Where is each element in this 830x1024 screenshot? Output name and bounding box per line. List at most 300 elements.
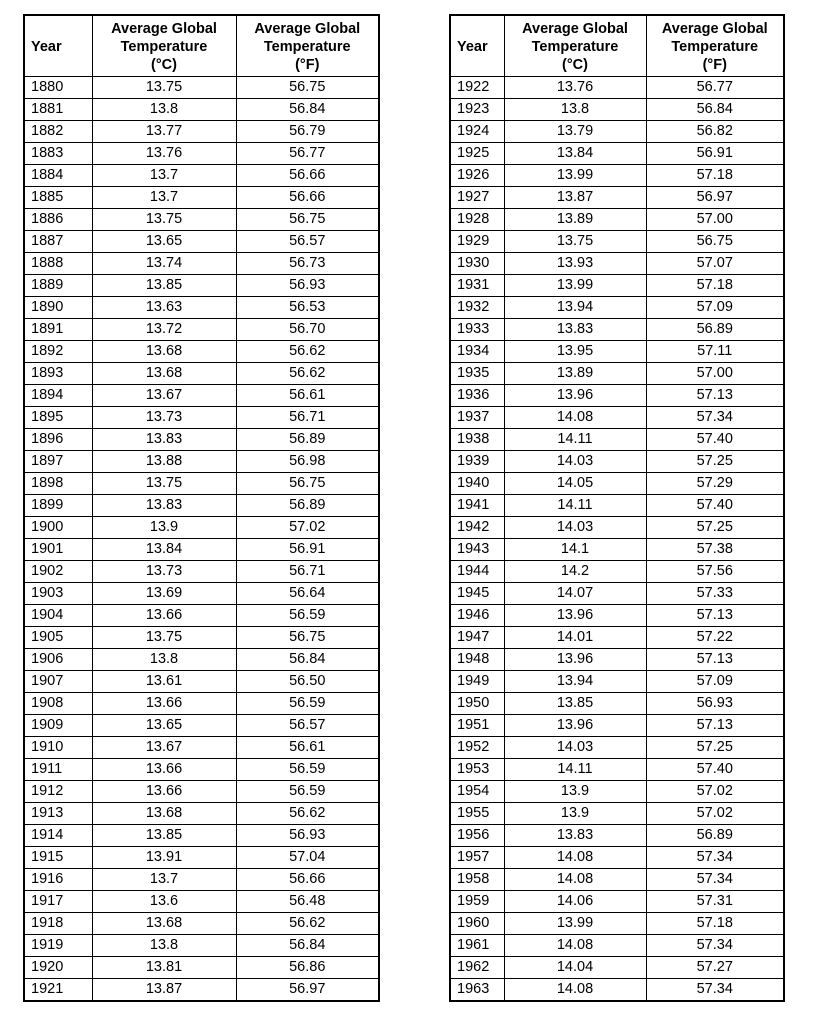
header-fahrenheit-line1: Average Global — [254, 21, 361, 37]
cell-year: 1887 — [24, 231, 92, 253]
cell-year: 1940 — [450, 473, 504, 495]
cell-fahrenheit: 57.25 — [646, 737, 784, 759]
cell-fahrenheit: 57.40 — [646, 759, 784, 781]
table-row — [24, 187, 379, 209]
cell-celsius: 13.66 — [92, 693, 236, 715]
cell-celsius: 13.79 — [504, 121, 646, 143]
cell-year: 1882 — [24, 121, 92, 143]
table-row — [450, 979, 784, 1002]
cell-celsius: 14.03 — [504, 517, 646, 539]
cell-celsius: 14.03 — [504, 737, 646, 759]
table-row — [24, 165, 379, 187]
table-row — [24, 891, 379, 913]
cell-celsius: 13.68 — [92, 913, 236, 935]
table-row — [450, 825, 784, 847]
cell-celsius: 14.07 — [504, 583, 646, 605]
table-row — [450, 429, 784, 451]
cell-fahrenheit: 56.97 — [236, 979, 379, 1002]
cell-celsius: 13.83 — [504, 319, 646, 341]
header-celsius-line2: Temperature — [120, 39, 208, 55]
table-body-left — [24, 77, 379, 1002]
table-row — [450, 737, 784, 759]
cell-celsius: 13.73 — [92, 561, 236, 583]
cell-year: 1928 — [450, 209, 504, 231]
cell-celsius: 13.76 — [504, 77, 646, 99]
cell-fahrenheit: 56.59 — [236, 605, 379, 627]
cell-celsius: 13.87 — [504, 187, 646, 209]
cell-celsius: 13.85 — [92, 275, 236, 297]
cell-year: 1938 — [450, 429, 504, 451]
cell-fahrenheit: 56.75 — [646, 231, 784, 253]
table-row — [24, 429, 379, 451]
table-row — [450, 627, 784, 649]
table-row — [450, 319, 784, 341]
cell-year: 1924 — [450, 121, 504, 143]
cell-celsius: 13.74 — [92, 253, 236, 275]
table-body-right — [450, 77, 784, 1002]
table-row — [24, 671, 379, 693]
cell-fahrenheit: 57.02 — [236, 517, 379, 539]
table-row — [450, 671, 784, 693]
cell-celsius: 13.76 — [92, 143, 236, 165]
header-celsius-line3: (°C) — [151, 57, 177, 73]
cell-fahrenheit: 56.84 — [646, 99, 784, 121]
cell-celsius: 13.7 — [92, 869, 236, 891]
table-row — [24, 869, 379, 891]
table-row — [24, 451, 379, 473]
cell-celsius: 14.08 — [504, 979, 646, 1002]
cell-year: 1962 — [450, 957, 504, 979]
cell-year: 1907 — [24, 671, 92, 693]
cell-year: 1941 — [450, 495, 504, 517]
cell-year: 1958 — [450, 869, 504, 891]
cell-fahrenheit: 56.75 — [236, 209, 379, 231]
cell-year: 1953 — [450, 759, 504, 781]
cell-fahrenheit: 56.61 — [236, 737, 379, 759]
cell-year: 1933 — [450, 319, 504, 341]
cell-year: 1891 — [24, 319, 92, 341]
cell-celsius: 13.96 — [504, 385, 646, 407]
cell-celsius: 13.81 — [92, 957, 236, 979]
cell-fahrenheit: 57.34 — [646, 869, 784, 891]
cell-fahrenheit: 56.75 — [236, 627, 379, 649]
cell-year: 1952 — [450, 737, 504, 759]
cell-year: 1963 — [450, 979, 504, 1002]
table-row — [450, 297, 784, 319]
cell-celsius: 13.9 — [92, 517, 236, 539]
cell-fahrenheit: 56.89 — [236, 429, 379, 451]
cell-fahrenheit: 56.84 — [236, 649, 379, 671]
table-row — [450, 539, 784, 561]
cell-celsius: 13.83 — [92, 495, 236, 517]
cell-year: 1917 — [24, 891, 92, 913]
cell-fahrenheit: 57.04 — [236, 847, 379, 869]
cell-fahrenheit: 57.34 — [646, 407, 784, 429]
cell-year: 1906 — [24, 649, 92, 671]
cell-celsius: 13.75 — [92, 627, 236, 649]
header-fahrenheit-line3: (°F) — [295, 57, 320, 73]
cell-celsius: 13.68 — [92, 341, 236, 363]
table-row — [24, 627, 379, 649]
cell-celsius: 14.04 — [504, 957, 646, 979]
cell-fahrenheit: 57.40 — [646, 495, 784, 517]
cell-fahrenheit: 57.27 — [646, 957, 784, 979]
cell-fahrenheit: 57.13 — [646, 715, 784, 737]
cell-fahrenheit: 57.25 — [646, 517, 784, 539]
cell-fahrenheit: 56.91 — [236, 539, 379, 561]
cell-year: 1943 — [450, 539, 504, 561]
cell-year: 1915 — [24, 847, 92, 869]
cell-year: 1923 — [450, 99, 504, 121]
header-celsius-line1: Average Global — [522, 21, 628, 37]
table-row — [24, 77, 379, 99]
table-row — [24, 737, 379, 759]
cell-fahrenheit: 56.77 — [236, 143, 379, 165]
table-row — [24, 473, 379, 495]
cell-celsius: 13.84 — [92, 539, 236, 561]
header-fahrenheit-line3: (°F) — [702, 57, 727, 73]
cell-year: 1930 — [450, 253, 504, 275]
cell-year: 1946 — [450, 605, 504, 627]
cell-year: 1892 — [24, 341, 92, 363]
table-row — [450, 957, 784, 979]
cell-year: 1939 — [450, 451, 504, 473]
cell-celsius: 13.96 — [504, 605, 646, 627]
table-row — [24, 715, 379, 737]
cell-celsius: 13.85 — [504, 693, 646, 715]
table-row — [450, 341, 784, 363]
cell-year: 1920 — [24, 957, 92, 979]
cell-fahrenheit: 57.13 — [646, 605, 784, 627]
table-row — [450, 165, 784, 187]
cell-celsius: 13.8 — [504, 99, 646, 121]
table-row — [24, 693, 379, 715]
cell-year: 1900 — [24, 517, 92, 539]
cell-celsius: 14.11 — [504, 429, 646, 451]
table-row — [24, 143, 379, 165]
table-row — [24, 913, 379, 935]
table-row — [24, 781, 379, 803]
cell-fahrenheit: 57.56 — [646, 561, 784, 583]
cell-celsius: 13.87 — [92, 979, 236, 1002]
cell-year: 1895 — [24, 407, 92, 429]
table-row — [450, 605, 784, 627]
cell-fahrenheit: 57.13 — [646, 385, 784, 407]
header-fahrenheit — [236, 15, 379, 77]
table-row — [24, 495, 379, 517]
table-row — [450, 77, 784, 99]
cell-year: 1908 — [24, 693, 92, 715]
cell-fahrenheit: 56.57 — [236, 231, 379, 253]
cell-fahrenheit: 57.25 — [646, 451, 784, 473]
table-row — [24, 517, 379, 539]
cell-year: 1901 — [24, 539, 92, 561]
cell-fahrenheit: 57.09 — [646, 671, 784, 693]
table-row — [450, 385, 784, 407]
cell-year: 1898 — [24, 473, 92, 495]
cell-year: 1890 — [24, 297, 92, 319]
temperature-table-right — [449, 14, 785, 1002]
cell-fahrenheit: 56.53 — [236, 297, 379, 319]
cell-year: 1919 — [24, 935, 92, 957]
cell-year: 1931 — [450, 275, 504, 297]
cell-year: 1896 — [24, 429, 92, 451]
cell-year: 1904 — [24, 605, 92, 627]
cell-celsius: 13.61 — [92, 671, 236, 693]
table-row — [450, 715, 784, 737]
cell-fahrenheit: 57.13 — [646, 649, 784, 671]
cell-fahrenheit: 56.93 — [236, 825, 379, 847]
cell-year: 1937 — [450, 407, 504, 429]
cell-celsius: 13.66 — [92, 759, 236, 781]
table-row — [24, 407, 379, 429]
cell-year: 1884 — [24, 165, 92, 187]
cell-year: 1947 — [450, 627, 504, 649]
cell-fahrenheit: 56.77 — [646, 77, 784, 99]
table-row — [24, 759, 379, 781]
cell-celsius: 14.2 — [504, 561, 646, 583]
cell-year: 1922 — [450, 77, 504, 99]
table-row — [450, 187, 784, 209]
cell-year: 1951 — [450, 715, 504, 737]
cell-celsius: 13.95 — [504, 341, 646, 363]
cell-fahrenheit: 57.38 — [646, 539, 784, 561]
table-row — [450, 143, 784, 165]
cell-celsius: 13.96 — [504, 715, 646, 737]
cell-celsius: 13.8 — [92, 99, 236, 121]
table-row — [450, 407, 784, 429]
table-row — [450, 649, 784, 671]
table-row — [450, 869, 784, 891]
cell-fahrenheit: 56.70 — [236, 319, 379, 341]
cell-fahrenheit: 56.73 — [236, 253, 379, 275]
table-row — [450, 495, 784, 517]
cell-celsius: 13.7 — [92, 187, 236, 209]
table-row — [450, 913, 784, 935]
cell-fahrenheit: 57.31 — [646, 891, 784, 913]
table-row — [24, 275, 379, 297]
cell-year: 1899 — [24, 495, 92, 517]
cell-year: 1934 — [450, 341, 504, 363]
cell-year: 1957 — [450, 847, 504, 869]
cell-fahrenheit: 57.07 — [646, 253, 784, 275]
table-row — [450, 891, 784, 913]
table-header — [24, 15, 379, 77]
cell-year: 1894 — [24, 385, 92, 407]
table-row — [450, 473, 784, 495]
header-year: Year — [24, 15, 92, 77]
table-row — [450, 561, 784, 583]
table-row — [24, 561, 379, 583]
table-row — [24, 935, 379, 957]
cell-celsius: 14.05 — [504, 473, 646, 495]
table-row — [24, 605, 379, 627]
table-row — [450, 803, 784, 825]
cell-fahrenheit: 56.84 — [236, 935, 379, 957]
cell-celsius: 13.9 — [504, 803, 646, 825]
table-row — [24, 121, 379, 143]
cell-fahrenheit: 56.66 — [236, 869, 379, 891]
cell-fahrenheit: 56.89 — [236, 495, 379, 517]
cell-fahrenheit: 56.61 — [236, 385, 379, 407]
cell-celsius: 13.75 — [504, 231, 646, 253]
cell-fahrenheit: 57.09 — [646, 297, 784, 319]
cell-year: 1945 — [450, 583, 504, 605]
cell-fahrenheit: 57.18 — [646, 165, 784, 187]
header-celsius-line2: Temperature — [531, 39, 619, 55]
cell-year: 1916 — [24, 869, 92, 891]
cell-fahrenheit: 56.86 — [236, 957, 379, 979]
cell-fahrenheit: 56.97 — [646, 187, 784, 209]
cell-fahrenheit: 57.34 — [646, 847, 784, 869]
cell-year: 1911 — [24, 759, 92, 781]
cell-fahrenheit: 56.89 — [646, 319, 784, 341]
table-row — [24, 99, 379, 121]
cell-fahrenheit: 57.40 — [646, 429, 784, 451]
cell-fahrenheit: 56.82 — [646, 121, 784, 143]
cell-celsius: 13.75 — [92, 209, 236, 231]
table-row — [450, 363, 784, 385]
table-row — [24, 583, 379, 605]
cell-celsius: 14.1 — [504, 539, 646, 561]
cell-celsius: 13.69 — [92, 583, 236, 605]
table-row — [24, 209, 379, 231]
header-fahrenheit-line2: Temperature — [263, 39, 351, 55]
header-fahrenheit — [646, 15, 784, 77]
cell-fahrenheit: 57.02 — [646, 781, 784, 803]
cell-fahrenheit: 56.59 — [236, 781, 379, 803]
header-celsius — [92, 15, 236, 77]
cell-celsius: 14.03 — [504, 451, 646, 473]
cell-celsius: 13.91 — [92, 847, 236, 869]
cell-year: 1935 — [450, 363, 504, 385]
cell-celsius: 13.94 — [504, 671, 646, 693]
cell-celsius: 13.75 — [92, 77, 236, 99]
table-row — [24, 957, 379, 979]
cell-year: 1885 — [24, 187, 92, 209]
cell-celsius: 13.83 — [92, 429, 236, 451]
cell-celsius: 13.89 — [504, 209, 646, 231]
cell-year: 1918 — [24, 913, 92, 935]
cell-fahrenheit: 56.66 — [236, 187, 379, 209]
cell-celsius: 13.77 — [92, 121, 236, 143]
cell-fahrenheit: 57.00 — [646, 363, 784, 385]
cell-celsius: 14.08 — [504, 935, 646, 957]
cell-year: 1912 — [24, 781, 92, 803]
cell-celsius: 13.65 — [92, 715, 236, 737]
cell-fahrenheit: 57.33 — [646, 583, 784, 605]
cell-fahrenheit: 56.66 — [236, 165, 379, 187]
cell-fahrenheit: 57.00 — [646, 209, 784, 231]
cell-year: 1914 — [24, 825, 92, 847]
cell-year: 1942 — [450, 517, 504, 539]
cell-year: 1927 — [450, 187, 504, 209]
cell-year: 1903 — [24, 583, 92, 605]
table-row — [450, 209, 784, 231]
cell-year: 1913 — [24, 803, 92, 825]
table-row — [24, 979, 379, 1002]
cell-fahrenheit: 56.71 — [236, 561, 379, 583]
cell-year: 1944 — [450, 561, 504, 583]
cell-fahrenheit: 57.34 — [646, 935, 784, 957]
header-year: Year — [450, 15, 504, 77]
cell-celsius: 13.75 — [92, 473, 236, 495]
cell-year: 1921 — [24, 979, 92, 1002]
cell-celsius: 14.08 — [504, 407, 646, 429]
table-row — [450, 121, 784, 143]
cell-celsius: 13.67 — [92, 385, 236, 407]
cell-year: 1910 — [24, 737, 92, 759]
cell-year: 1880 — [24, 77, 92, 99]
table-row — [450, 935, 784, 957]
table-header — [450, 15, 784, 77]
cell-celsius: 14.11 — [504, 759, 646, 781]
cell-fahrenheit: 56.71 — [236, 407, 379, 429]
cell-celsius: 14.08 — [504, 869, 646, 891]
cell-fahrenheit: 56.93 — [236, 275, 379, 297]
cell-year: 1949 — [450, 671, 504, 693]
cell-celsius: 13.99 — [504, 165, 646, 187]
cell-year: 1883 — [24, 143, 92, 165]
cell-celsius: 14.01 — [504, 627, 646, 649]
cell-celsius: 13.68 — [92, 803, 236, 825]
cell-celsius: 13.6 — [92, 891, 236, 913]
cell-celsius: 13.65 — [92, 231, 236, 253]
cell-year: 1932 — [450, 297, 504, 319]
cell-celsius: 13.67 — [92, 737, 236, 759]
header-celsius — [504, 15, 646, 77]
table-row — [450, 693, 784, 715]
cell-celsius: 13.72 — [92, 319, 236, 341]
cell-year: 1956 — [450, 825, 504, 847]
table-row — [24, 803, 379, 825]
cell-fahrenheit: 57.18 — [646, 275, 784, 297]
cell-celsius: 13.88 — [92, 451, 236, 473]
cell-fahrenheit: 56.59 — [236, 693, 379, 715]
cell-celsius: 13.8 — [92, 935, 236, 957]
cell-fahrenheit: 56.48 — [236, 891, 379, 913]
table-row — [24, 539, 379, 561]
cell-fahrenheit: 56.79 — [236, 121, 379, 143]
cell-celsius: 13.66 — [92, 605, 236, 627]
table-row — [24, 231, 379, 253]
cell-fahrenheit: 56.75 — [236, 473, 379, 495]
cell-year: 1955 — [450, 803, 504, 825]
cell-celsius: 13.9 — [504, 781, 646, 803]
table-row — [450, 781, 784, 803]
cell-celsius: 13.93 — [504, 253, 646, 275]
cell-fahrenheit: 56.89 — [646, 825, 784, 847]
table-row — [24, 847, 379, 869]
table-row — [450, 759, 784, 781]
table-row — [24, 385, 379, 407]
table-row — [450, 99, 784, 121]
cell-year: 1889 — [24, 275, 92, 297]
cell-year: 1950 — [450, 693, 504, 715]
cell-year: 1929 — [450, 231, 504, 253]
cell-fahrenheit: 56.91 — [646, 143, 784, 165]
table-row — [24, 319, 379, 341]
table-row — [24, 825, 379, 847]
cell-celsius: 13.68 — [92, 363, 236, 385]
cell-fahrenheit: 56.64 — [236, 583, 379, 605]
cell-fahrenheit: 56.93 — [646, 693, 784, 715]
cell-celsius: 13.73 — [92, 407, 236, 429]
header-celsius-line3: (°C) — [562, 57, 588, 73]
cell-year: 1948 — [450, 649, 504, 671]
header-fahrenheit-line1: Average Global — [661, 21, 768, 37]
cell-fahrenheit: 56.62 — [236, 913, 379, 935]
